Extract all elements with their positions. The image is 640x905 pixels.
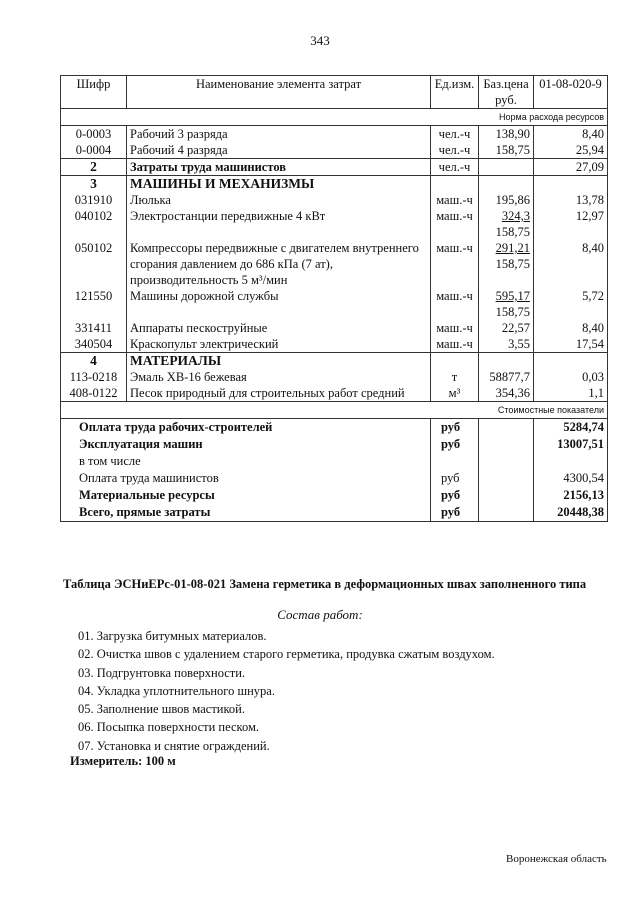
work-list (78, 627, 495, 755)
row-price (479, 320, 534, 336)
row-code: 408-0122 (61, 385, 127, 402)
next-table-title: Таблица ЭСНиЕРс-01-08-021 Замена герметика в деформационных швах заполненного типа (63, 577, 587, 591)
base-price: 354,36 (495, 386, 530, 400)
row-price (479, 192, 534, 208)
row-price (479, 353, 534, 370)
operator-wage-price: 158,75 (495, 305, 530, 319)
base-price: 58877,7 (489, 370, 530, 384)
row-norm-value: 5,72 (534, 288, 608, 320)
row-code: 0-0003 (61, 126, 127, 143)
row-code: 0-0004 (61, 142, 127, 159)
summary-row (61, 470, 608, 487)
row-norm-value: 8,40 (534, 126, 608, 143)
row-norm-value (534, 353, 608, 370)
row-norm-value: 1,1 (534, 385, 608, 402)
summary-empty (479, 470, 534, 487)
row-unit: чел.-ч (431, 142, 479, 159)
row-price (479, 208, 534, 240)
summary-row (61, 487, 608, 504)
table-row (61, 353, 608, 370)
work-composition-label: Состав работ: (277, 607, 363, 622)
summary-value: 4300,54 (534, 470, 608, 487)
summary-unit: руб (431, 504, 479, 522)
summary-unit: руб (431, 470, 479, 487)
row-unit (431, 353, 479, 370)
cost-label: Стоимостные показатели (61, 402, 608, 419)
row-norm-value: 27,09 (534, 159, 608, 176)
row-name: Рабочий 3 разряда (127, 126, 431, 143)
norm-label: Норма расхода ресурсов (61, 109, 608, 126)
row-price (479, 126, 534, 143)
row-unit: маш.-ч (431, 240, 479, 288)
row-unit: маш.-ч (431, 208, 479, 240)
row-code: 2 (61, 159, 127, 176)
row-code: 340504 (61, 336, 127, 353)
measurement-unit: Измеритель: 100 м (70, 754, 176, 768)
header-name: Наименование элемента затрат (127, 76, 431, 109)
table-row (61, 240, 608, 288)
cost-subheader-row (61, 402, 608, 419)
work-item: 01. Загрузка битумных материалов. (78, 629, 267, 643)
summary-value: 2156,13 (534, 487, 608, 504)
row-name: Эмаль ХВ-16 бежевая (127, 369, 431, 385)
summary-empty (479, 504, 534, 522)
resource-norm-table (60, 75, 608, 522)
table-row (61, 385, 608, 402)
header-code: Шифр (61, 76, 127, 109)
row-name: Краскопульт электрический (127, 336, 431, 353)
row-price (479, 336, 534, 353)
row-code: 331411 (61, 320, 127, 336)
summary-value (534, 453, 608, 470)
operator-wage-price: 158,75 (495, 257, 530, 271)
summary-name: Эксплуатация машин (61, 436, 431, 453)
table-row (61, 176, 608, 193)
table-row (61, 208, 608, 240)
summary-row (61, 436, 608, 453)
row-unit: т (431, 369, 479, 385)
row-name: Затраты труда машинистов (127, 159, 431, 176)
row-norm-value: 12,97 (534, 208, 608, 240)
row-code: 121550 (61, 288, 127, 320)
row-name: Машины дорожной службы (127, 288, 431, 320)
summary-unit: руб (431, 436, 479, 453)
base-price: 138,90 (495, 127, 530, 141)
row-name: Аппараты пескоструйные (127, 320, 431, 336)
table-row (61, 192, 608, 208)
work-item: 03. Подгрунтовка поверхности. (78, 665, 246, 680)
base-price: 158,75 (495, 143, 530, 157)
summary-value: 13007,51 (534, 436, 608, 453)
row-name: Песок природный для строительных работ средний (127, 385, 431, 402)
norm-subheader-row (61, 109, 608, 126)
summary-unit: руб (431, 487, 479, 504)
table-row (61, 142, 608, 159)
summary-value: 5284,74 (534, 419, 608, 437)
base-price: 22,57 (501, 321, 530, 335)
row-unit: чел.-ч (431, 159, 479, 176)
row-unit: м³ (431, 385, 479, 402)
row-code: 113-0218 (61, 369, 127, 385)
row-code: 031910 (61, 192, 127, 208)
summary-value: 20448,38 (534, 504, 608, 522)
summary-name: в том числе (61, 453, 431, 470)
row-norm-value: 0,03 (534, 369, 608, 385)
row-norm-value: 8,40 (534, 240, 608, 288)
base-price: 595,17 (495, 289, 530, 303)
summary-empty (479, 453, 534, 470)
summary-empty (479, 487, 534, 504)
summary-unit (431, 453, 479, 470)
row-name: Электростанции передвижные 4 кВт (127, 208, 431, 240)
row-norm-value: 8,40 (534, 320, 608, 336)
row-norm-value (534, 176, 608, 193)
summary-name: Материальные ресурсы (61, 487, 431, 504)
header-norm-code: 01-08-020-9 (534, 76, 608, 109)
row-norm-value: 17,54 (534, 336, 608, 353)
table-row (61, 159, 608, 176)
work-item: 05. Заполнение швов мастикой. (78, 702, 245, 717)
row-price (479, 385, 534, 402)
summary-empty (479, 419, 534, 437)
row-name: Компрессоры передвижные с двигателем внутреннего сгорания давлением до 686 кПа (7 ат), производительность 5 м³/мин (127, 240, 431, 288)
base-price: 291,21 (495, 241, 530, 255)
operator-wage-price: 158,75 (495, 225, 530, 239)
row-price (479, 142, 534, 159)
table-row (61, 336, 608, 353)
row-norm-value: 25,94 (534, 142, 608, 159)
header-unit: Ед.изм. (431, 76, 479, 109)
row-unit: чел.-ч (431, 126, 479, 143)
header-price: Баз.цена руб. (479, 76, 534, 109)
summary-row (61, 419, 608, 437)
row-name: Люлька (127, 192, 431, 208)
base-price: 195,86 (495, 193, 530, 207)
footer-region: Воронежская область (506, 853, 607, 865)
summary-empty (479, 436, 534, 453)
summary-name: Всего, прямые затраты (61, 504, 431, 522)
row-price (479, 176, 534, 193)
table-row (61, 369, 608, 385)
work-item: 02. Очистка швов с удалением старого герметика, продувка сжатым воздухом. (78, 647, 495, 662)
row-code: 3 (61, 176, 127, 193)
row-price (479, 159, 534, 176)
summary-name: Оплата труда машинистов (61, 470, 431, 487)
table-row (61, 320, 608, 336)
table-header-row (61, 76, 608, 109)
base-price: 324,3 (501, 209, 530, 223)
summary-row (61, 453, 608, 470)
work-item: 06. Посыпка поверхности песком. (78, 720, 260, 735)
row-unit: маш.-ч (431, 192, 479, 208)
summary-unit: руб (431, 419, 479, 437)
row-code: 050102 (61, 240, 127, 288)
row-price (479, 369, 534, 385)
row-unit: маш.-ч (431, 288, 479, 320)
summary-name: Оплата труда рабочих-строителей (61, 419, 431, 437)
page-number: 343 (310, 33, 330, 48)
work-item: 04. Укладка уплотнительного шнура. (78, 683, 275, 698)
row-norm-value: 13,78 (534, 192, 608, 208)
row-price (479, 288, 534, 320)
row-name: МАТЕРИАЛЫ (127, 353, 431, 370)
summary-row (61, 504, 608, 522)
row-code: 040102 (61, 208, 127, 240)
row-price (479, 240, 534, 288)
row-unit (431, 176, 479, 193)
work-item: 07. Установка и снятие ограждений. (78, 738, 270, 753)
row-unit: маш.-ч (431, 336, 479, 353)
table-row (61, 126, 608, 143)
row-name: МАШИНЫ И МЕХАНИЗМЫ (127, 176, 431, 193)
row-name: Рабочий 4 разряда (127, 142, 431, 159)
row-unit: маш.-ч (431, 320, 479, 336)
table-row (61, 288, 608, 320)
row-code: 4 (61, 353, 127, 370)
base-price: 3,55 (508, 337, 530, 351)
